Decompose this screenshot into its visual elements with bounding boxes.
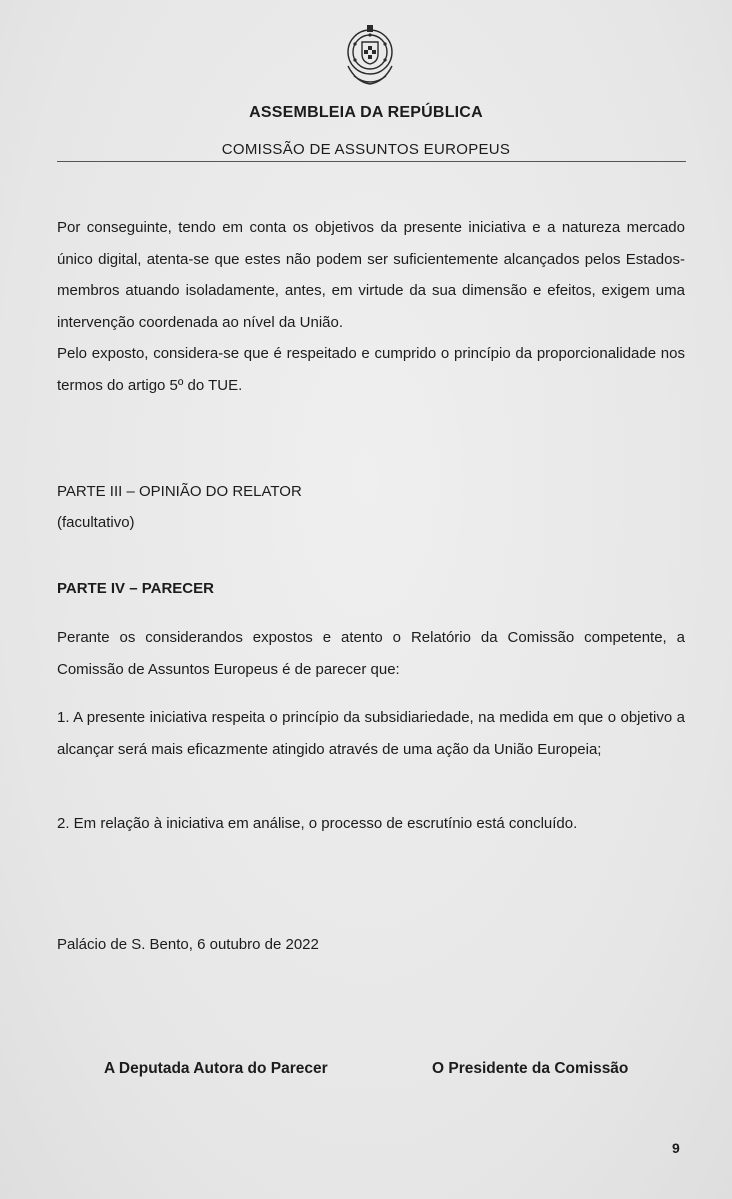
opinion-intro xyxy=(57,622,685,685)
opinion-item-1-text: 1. A presente iniciativa respeita o princípio da subsidiariedade, na medida em que o objetivo a alcançar será mais eficazmente atingido através de uma ação da União Europeia; xyxy=(57,709,685,758)
part-iii-note: (facultativo) xyxy=(57,514,135,531)
conclusion-block xyxy=(57,212,685,401)
page-number: 9 xyxy=(672,1140,680,1156)
part-iii-title: PARTE III – OPINIÃO DO RELATOR xyxy=(57,483,302,500)
org-title: ASSEMBLEIA DA REPÚBLICA xyxy=(249,104,483,121)
paragraph-subsidiarity: Por conseguinte, tendo em conta os objetivos da presente iniciativa e a natureza mercado único digital, atenta-se que estes não podem ser suficientemente alcançados pelos Estados-membros atuando isoladamente, antes, em virtude da sua dimensão e efeitos, exigem uma intervenção coordenada ao nível da União. xyxy=(57,219,685,331)
paragraph-proportionality: Pelo exposto, considera-se que é respeitado e cumprido o princípio da proporcionalidade nos termos do artigo 5º do TUE. xyxy=(57,345,685,394)
opinion-item-2 xyxy=(57,808,685,840)
coat-of-arms-icon xyxy=(338,22,402,92)
opinion-item-1 xyxy=(57,702,685,765)
header-divider xyxy=(57,161,686,162)
signature-rapporteur: A Deputada Autora do Parecer xyxy=(104,1060,328,1077)
part-iv-title: PARTE IV – PARECER xyxy=(57,580,214,597)
opinion-item-2-text: 2. Em relação à iniciativa em análise, o processo de escrutínio está concluído. xyxy=(57,815,578,832)
signature-president: O Presidente da Comissão xyxy=(432,1060,629,1077)
committee-name: COMISSÃO DE ASSUNTOS EUROPEUS xyxy=(221,141,511,158)
place-date: Palácio de S. Bento, 6 outubro de 2022 xyxy=(57,936,319,953)
paragraph-opinion-intro: Perante os considerandos expostos e atento o Relatório da Comissão competente, a Comissão de Assuntos Europeus é de parecer que: xyxy=(57,629,685,678)
